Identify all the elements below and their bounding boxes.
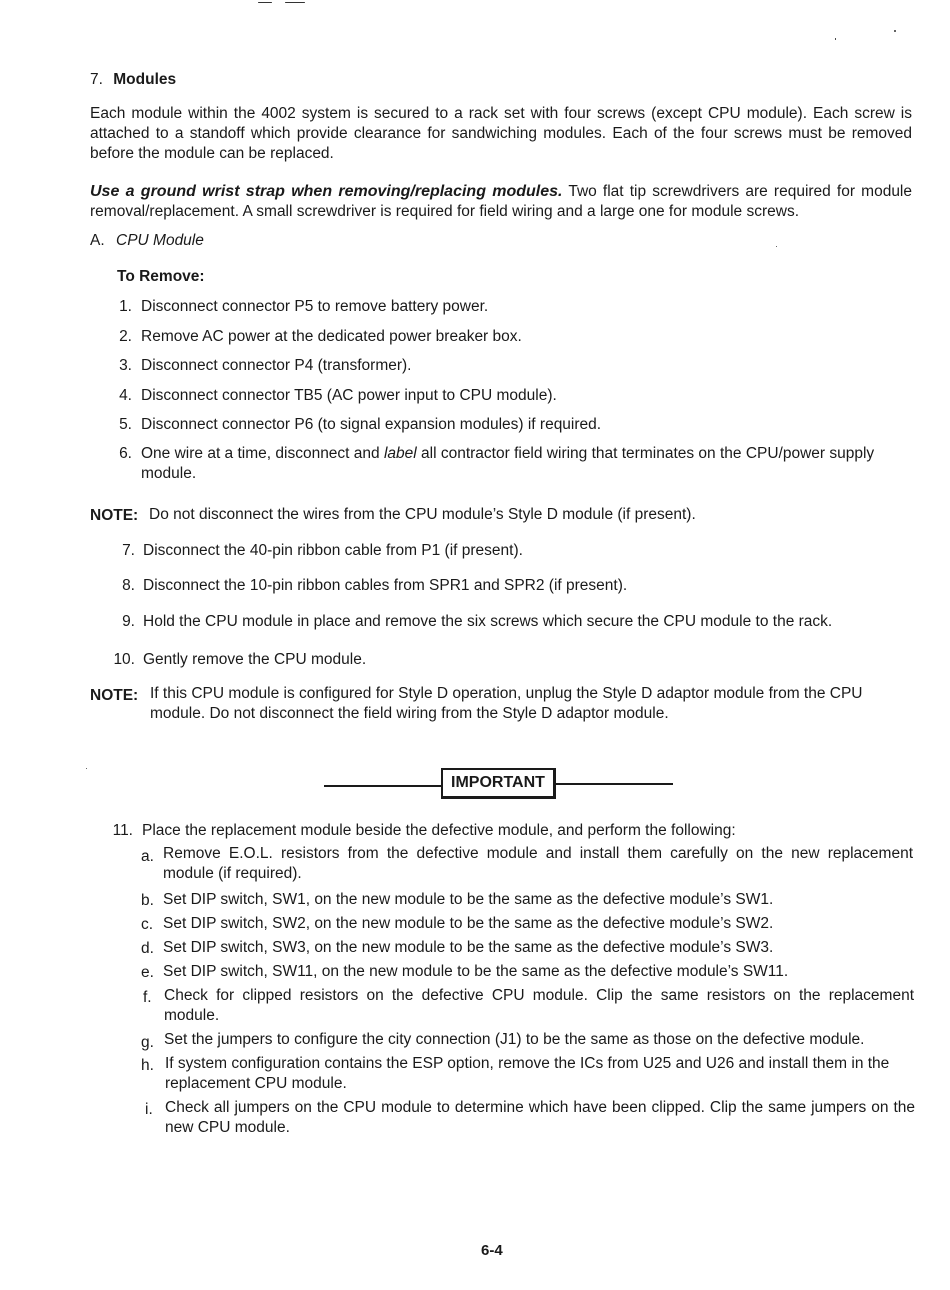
step-number: 5.: [119, 416, 132, 433]
substep-letter: e.: [141, 964, 154, 981]
step-number: 8.: [122, 577, 135, 594]
step-number: 2.: [119, 328, 132, 345]
step-number: 11.: [112, 822, 133, 839]
substep-letter: b.: [141, 892, 154, 909]
to-remove-heading: To Remove:: [117, 268, 205, 285]
substep-letter: h.: [141, 1057, 154, 1074]
step-text: Place the replacement module beside the defective module, and perform the following:: [142, 822, 736, 839]
substep-text: Set DIP switch, SW1, on the new module to be the same as the defective module’s SW1.: [163, 891, 774, 908]
substep-text: Check all jumpers on the CPU module to determine which have been clipped. Clip the same jumpers on the new CPU module.: [165, 1099, 915, 1136]
substep-text: Set the jumpers to configure the city connection (J1) to be the same as those on the defective module.: [164, 1031, 865, 1048]
step6-text-start: One wire at a time, disconnect and: [141, 445, 384, 462]
step-number: 7.: [122, 542, 135, 559]
step-number: 4.: [119, 387, 132, 404]
section-heading: [90, 70, 176, 90]
note-label: NOTE:: [90, 507, 139, 524]
section-number: 7.: [90, 71, 103, 88]
step6-text-end: all contractor field wiring that terminates on the CPU/power supply module.: [141, 445, 875, 482]
step-text: Disconnect the 10-pin ribbon cables from SPR1 and SPR2 (if present).: [143, 577, 628, 594]
scan-speck: [86, 768, 87, 769]
substep-letter: g.: [141, 1034, 154, 1051]
note-text: Do not disconnect the wires from the CPU module’s Style D module (if present).: [149, 506, 696, 523]
substep-text: If system configuration contains the ESP option, remove the ICs from U25 and U26 and install them in the replacement CPU module.: [165, 1055, 890, 1092]
tools-text: Two flat tip screwdrivers are required for module removal/replacement. A small screwdriver is required for field wiring and a large one for module screws.: [90, 183, 912, 220]
substep-letter: d.: [141, 940, 154, 957]
important-rule-left: [324, 785, 441, 787]
step-text: Gently remove the CPU module.: [143, 651, 367, 668]
step-number: 3.: [119, 357, 132, 374]
step-text: Disconnect connector P4 (transformer).: [141, 357, 412, 374]
step-number: 6.: [119, 445, 132, 462]
substep-text: Check for clipped resistors on the defective CPU module. Clip the same resistors on the replacement module.: [164, 987, 914, 1024]
step-text: Disconnect connector P6 (to signal expansion modules) if required.: [141, 416, 602, 433]
step-text: Remove AC power at the dedicated power breaker box.: [141, 328, 522, 345]
substep-text: Set DIP switch, SW11, on the new module to be the same as the defective module’s SW11.: [163, 963, 789, 980]
step-text: Disconnect connector P5 to remove battery power.: [141, 298, 489, 315]
scan-speck: [835, 38, 836, 40]
step-number: 10.: [113, 651, 135, 668]
substep-text: Set DIP switch, SW3, on the new module to be the same as the defective module’s SW3.: [163, 939, 774, 956]
substep-letter: i.: [145, 1101, 153, 1118]
tools-paragraph: [90, 182, 912, 222]
note-label: NOTE:: [90, 687, 139, 704]
substep-text: Remove E.O.L. resistors from the defective module and install them carefully on the new replacement module (if required).: [163, 845, 913, 882]
step-text: Hold the CPU module in place and remove the six screws which secure the CPU module to the rack.: [143, 613, 833, 630]
step6-italic-word: label: [383, 445, 417, 462]
section-title: Modules: [113, 71, 177, 88]
page-number: 6-4: [481, 1242, 503, 1259]
step-text: [141, 444, 917, 484]
step-number: 1.: [119, 298, 132, 315]
scan-speck: [285, 2, 305, 3]
step-text: Disconnect connector TB5 (AC power input to CPU module).: [141, 387, 557, 404]
scan-speck: [776, 246, 777, 247]
wrist-strap-warning: Use a ground wrist strap when removing/replacing modules.: [90, 183, 563, 200]
subsection-title: CPU Module: [116, 232, 204, 249]
substep-letter: a.: [141, 848, 154, 865]
substep-text: Set DIP switch, SW2, on the new module to be the same as the defective module’s SW2.: [163, 915, 774, 932]
intro-paragraph: Each module within the 4002 system is secured to a rack set with four screws (except CPU module). Each screw is attached to a standoff which provide clearance for sandwiching modules. Each of the four screws must be removed before the module can be replaced.: [90, 105, 912, 162]
step-number: 9.: [122, 613, 135, 630]
note-text: If this CPU module is configured for Style D operation, unplug the Style D adaptor module from the CPU module. Do not disconnect the field wiring from the Style D adaptor module.: [150, 685, 863, 722]
step-text: Disconnect the 40-pin ribbon cable from P1 (if present).: [143, 542, 523, 559]
scan-speck: [258, 2, 272, 3]
important-banner: IMPORTANT: [441, 768, 556, 799]
subsection-letter: A.: [90, 232, 105, 249]
substep-letter: f.: [143, 989, 152, 1006]
important-rule-right: [556, 783, 673, 785]
substep-letter: c.: [141, 916, 154, 933]
scan-speck: [894, 30, 896, 32]
